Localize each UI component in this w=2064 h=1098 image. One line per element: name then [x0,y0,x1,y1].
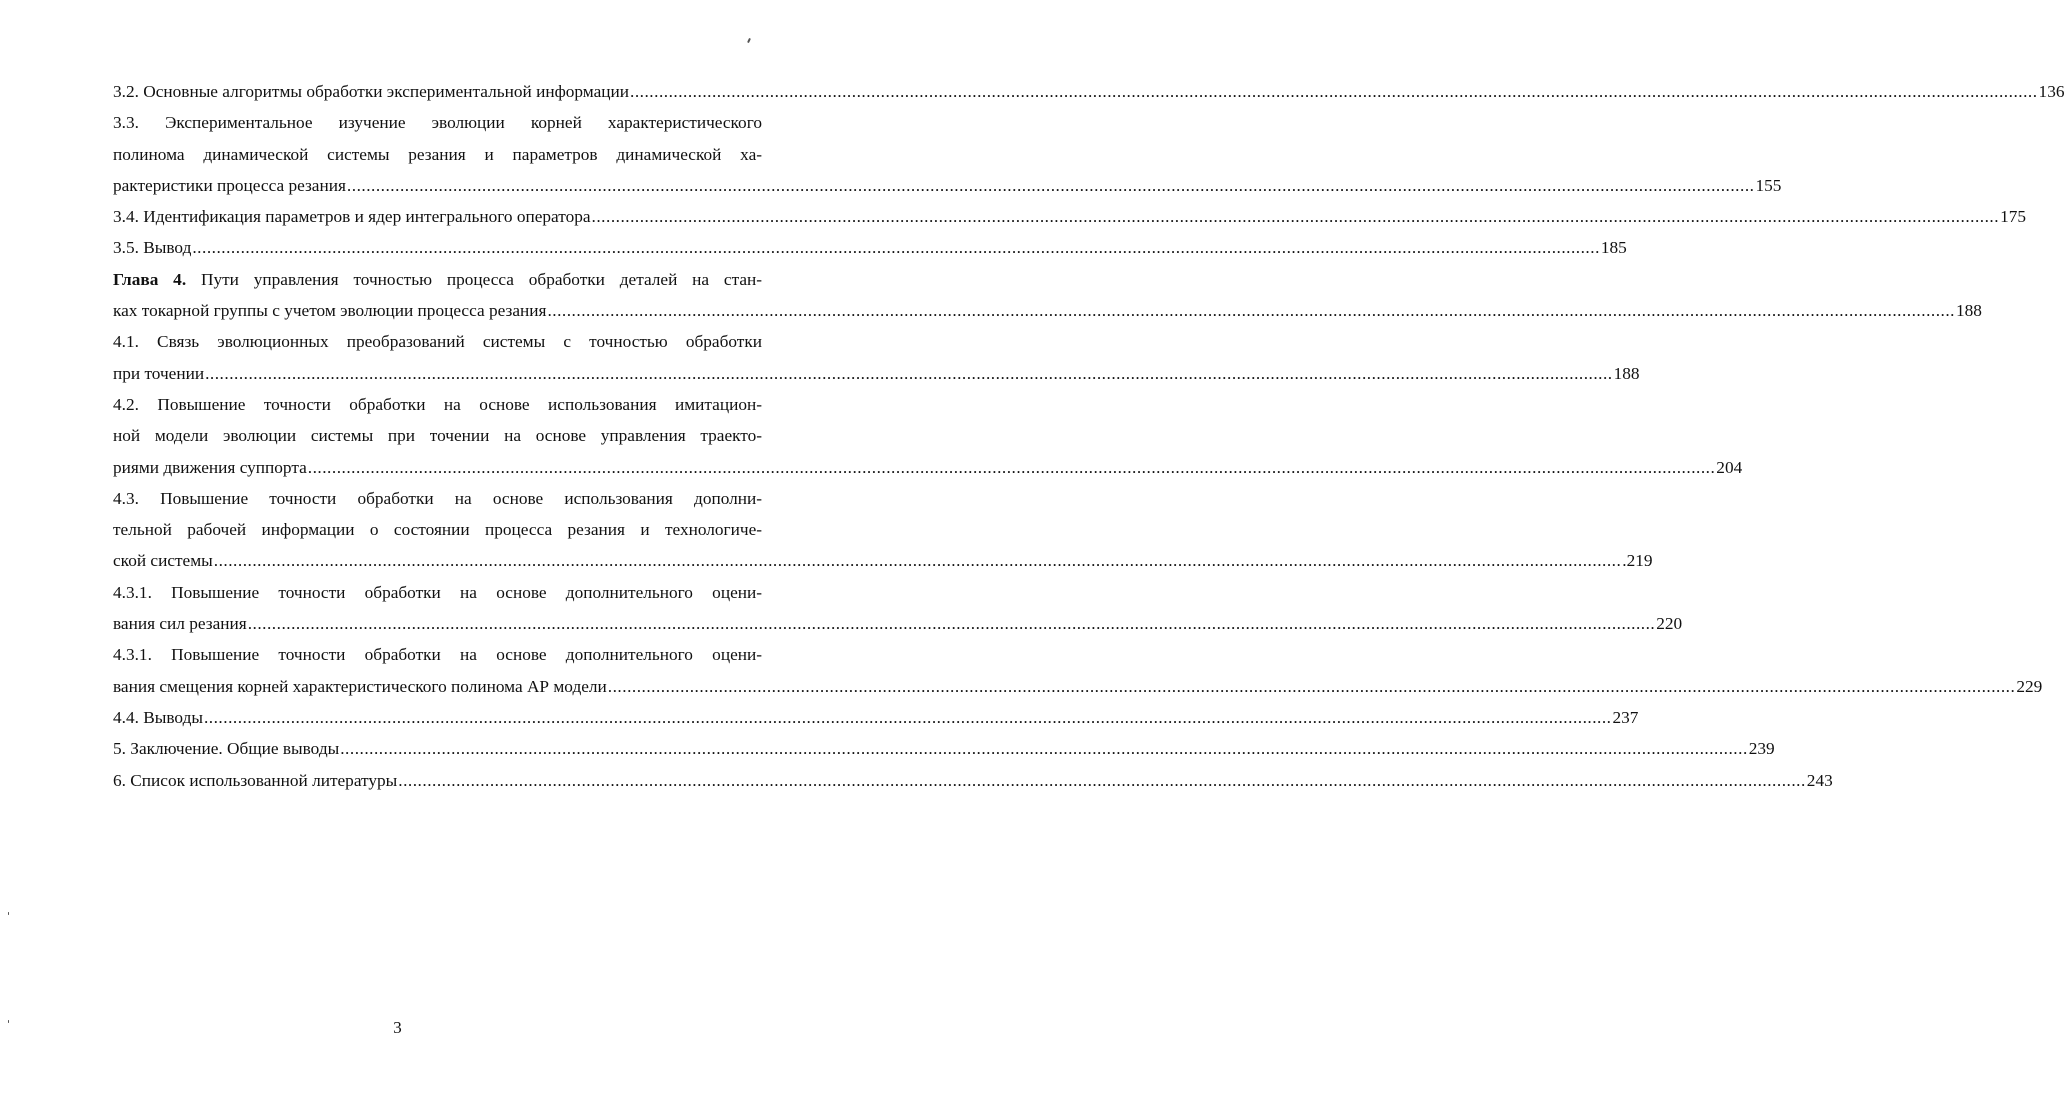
dot-leader [205,358,1613,389]
toc-entry-line: рактеристики процесса резания [113,175,346,195]
toc-entry-line: риями движения суппорта [113,457,307,477]
toc-entry-page: 185 [1600,238,1627,258]
toc-entry-4-3-1-roots[interactable] [113,639,2043,702]
toc-entry-page: 237 [1612,707,1639,727]
toc-entry-page: 188 [1613,363,1640,383]
toc-entry-line: 4.3.1. Повышение точности обработки на основе дополнительного оцени- [113,582,762,602]
dot-leader [192,232,1600,263]
dot-leader [608,671,2016,702]
table-of-contents [113,76,2064,796]
toc-entry-line: 4.1. Связь эволюционных преобразований системы с точностью обработки [113,332,762,352]
toc-entry-title: 3.4. Идентификация параметров и ядер интегрального оператора [113,207,591,227]
toc-entry-line: 4.3. Повышение точности обработки на основе использования дополни- [113,488,762,508]
dot-leader [308,452,1716,483]
toc-entry-4-3-1-forces[interactable] [113,577,1683,640]
toc-entry-line: вания смещения корней характеристического полинома АР модели [113,676,607,696]
dot-leader [340,733,1748,764]
dot-leader [347,170,1755,201]
toc-entry-title: 6. Список использованной литературы [113,770,398,790]
toc-entry-3-5[interactable] [113,232,1627,263]
toc-entry-title: 3.2. Основные алгоритмы обработки экспериментальной информации [113,82,630,101]
dot-leader [214,545,1622,576]
scan-speck [8,912,9,915]
toc-entry-title: 3.5. Вывод [113,238,192,258]
toc-entry-page: 155 [1755,175,1782,195]
toc-entry-page: 175 [2000,207,2026,227]
toc-entry-page: 220 [1656,614,1683,634]
toc-entry-line: 3.3. Экспериментальное изучение эволюции корней характеристического [113,113,762,133]
toc-entry-4-3[interactable] [113,483,1653,577]
scan-speck [747,38,751,43]
toc-entry-line: вания сил резания [113,614,247,634]
dot-leader [248,608,1656,639]
toc-entry-line: ной модели эволюции системы при точении на основе управления траекто- [113,426,762,446]
toc-entry-3-4[interactable] [113,201,2026,232]
page-number: 3 [393,1018,402,1037]
toc-entry-line: 4.3.1. Повышение точности обработки на основе дополнительного оцени- [113,645,762,665]
toc-entry-3-3[interactable] [113,107,1782,201]
toc-entry-5[interactable] [113,733,1775,764]
toc-entry-line: при точении [113,363,205,383]
toc-entry-6[interactable] [113,765,1833,796]
dot-leader [398,765,1806,796]
chapter-label: Глава 4. [113,269,187,289]
dot-leader [592,201,2000,232]
toc-entry-line: полинома динамической системы резания и параметров динамической ха- [113,144,762,164]
toc-entry-page: 188 [1955,301,1982,321]
toc-entry-page: 229 [2016,676,2043,696]
dot-leader [204,702,1612,733]
toc-entry-line: тельной рабочей информации о состоянии процесса резания и технологиче- [113,520,762,540]
toc-entry-4-4[interactable] [113,702,1639,733]
toc-entry-page: .219 [1622,551,1653,571]
toc-entry-page: 204 [1716,457,1743,477]
toc-entry-line: ках токарной группы с учетом эволюции процесса резания [113,301,547,321]
toc-entry-line: 4.2. Повышение точности обработки на основе использования имитацион- [113,394,762,414]
toc-entry-4-1[interactable] [113,326,1640,389]
dot-leader [630,76,2038,107]
toc-entry-page: 239 [1748,739,1775,759]
toc-entry-line [113,264,762,295]
toc-entry-4-2[interactable] [113,389,1743,483]
dot-leader [547,295,1955,326]
toc-entry-3-2[interactable] [113,76,2064,107]
chapter-title: Пути управления точностью процесса обработки деталей на стан- [201,269,763,289]
toc-entry-title: 5. Заключение. Общие выводы [113,739,340,759]
toc-entry-page: 136 [2038,82,2064,101]
toc-entry-chapter-4[interactable] [113,264,1982,327]
toc-entry-title: 4.4. Выводы [113,707,203,727]
toc-entry-page: 243 [1806,770,1833,790]
toc-entry-line: ской системы [113,551,213,571]
